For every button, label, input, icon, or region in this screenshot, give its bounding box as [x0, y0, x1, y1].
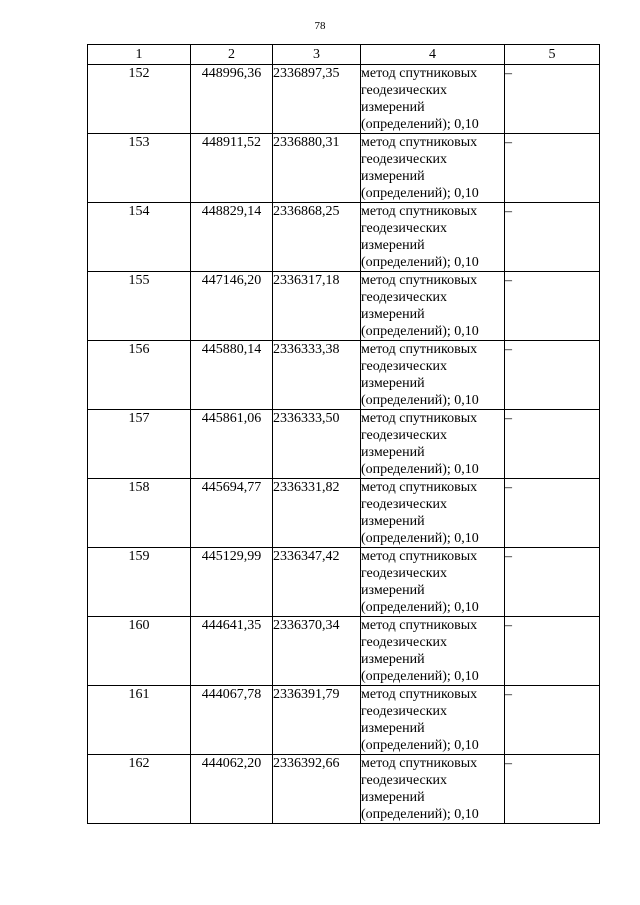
- method-line: измерений: [361, 790, 425, 805]
- table-row: [88, 755, 600, 824]
- method-line: (определений); 0,10: [361, 393, 479, 408]
- method-line: измерений: [361, 238, 425, 253]
- point-number-cell: 162: [88, 755, 191, 824]
- table-row: [88, 686, 600, 755]
- method-line: геодезических: [361, 221, 448, 236]
- method-line: геодезических: [361, 428, 448, 443]
- method-cell: [361, 686, 505, 755]
- table-row: [88, 341, 600, 410]
- y-coordinate-cell: 2336391,79: [273, 686, 361, 755]
- method-line: геодезических: [361, 497, 448, 512]
- method-line: (определений); 0,10: [361, 531, 479, 546]
- method-line: метод спутниковых: [361, 480, 478, 495]
- method-line: метод спутниковых: [361, 66, 478, 81]
- table-row: [88, 134, 600, 203]
- point-number-cell: 159: [88, 548, 191, 617]
- table-row: [88, 479, 600, 548]
- point-number-cell: 154: [88, 203, 191, 272]
- table-row: [88, 617, 600, 686]
- method-line: (определений); 0,10: [361, 255, 479, 270]
- point-number-cell: 153: [88, 134, 191, 203]
- y-coordinate-cell: 2336347,42: [273, 548, 361, 617]
- method-line: (определений); 0,10: [361, 738, 479, 753]
- method-line: измерений: [361, 514, 425, 529]
- table-body: [88, 65, 600, 824]
- method-line: метод спутниковых: [361, 411, 478, 426]
- note-cell: –: [505, 548, 600, 617]
- note-cell: –: [505, 65, 600, 134]
- x-coordinate-cell: 445861,06: [191, 410, 273, 479]
- method-cell: [361, 65, 505, 134]
- point-number-cell: 160: [88, 617, 191, 686]
- method-line: метод спутниковых: [361, 273, 478, 288]
- method-line: измерений: [361, 445, 425, 460]
- method-line: измерений: [361, 169, 425, 184]
- method-line: метод спутниковых: [361, 618, 478, 633]
- method-cell: [361, 617, 505, 686]
- x-coordinate-cell: 444062,20: [191, 755, 273, 824]
- method-cell: [361, 479, 505, 548]
- method-cell: [361, 548, 505, 617]
- table-row: [88, 203, 600, 272]
- y-coordinate-cell: 2336333,50: [273, 410, 361, 479]
- note-cell: –: [505, 479, 600, 548]
- method-line: измерений: [361, 652, 425, 667]
- method-cell: [361, 272, 505, 341]
- column-header-5: 5: [505, 45, 600, 65]
- method-line: геодезических: [361, 152, 448, 167]
- x-coordinate-cell: 448911,52: [191, 134, 273, 203]
- method-line: (определений); 0,10: [361, 324, 479, 339]
- method-line: (определений); 0,10: [361, 117, 479, 132]
- y-coordinate-cell: 2336333,38: [273, 341, 361, 410]
- table-row: [88, 272, 600, 341]
- method-line: (определений); 0,10: [361, 807, 479, 822]
- x-coordinate-cell: 445129,99: [191, 548, 273, 617]
- x-coordinate-cell: 444067,78: [191, 686, 273, 755]
- note-cell: –: [505, 755, 600, 824]
- method-cell: [361, 134, 505, 203]
- method-line: геодезических: [361, 359, 448, 374]
- table-row: [88, 65, 600, 134]
- method-line: измерений: [361, 583, 425, 598]
- method-line: измерений: [361, 307, 425, 322]
- page-number: 78: [314, 20, 326, 32]
- method-line: (определений); 0,10: [361, 186, 479, 201]
- note-cell: –: [505, 272, 600, 341]
- method-line: геодезических: [361, 83, 448, 98]
- table-row: [88, 548, 600, 617]
- note-cell: –: [505, 203, 600, 272]
- column-header-3: 3: [273, 45, 361, 65]
- method-line: (определений); 0,10: [361, 669, 479, 684]
- table-header-row: [88, 45, 600, 65]
- method-cell: [361, 410, 505, 479]
- note-cell: –: [505, 134, 600, 203]
- method-line: (определений); 0,10: [361, 600, 479, 615]
- x-coordinate-cell: 444641,35: [191, 617, 273, 686]
- method-line: метод спутниковых: [361, 756, 478, 771]
- column-header-4: 4: [361, 45, 505, 65]
- x-coordinate-cell: 448829,14: [191, 203, 273, 272]
- table-row: [88, 410, 600, 479]
- y-coordinate-cell: 2336331,82: [273, 479, 361, 548]
- method-line: геодезических: [361, 635, 448, 650]
- method-line: измерений: [361, 721, 425, 736]
- column-header-1: 1: [88, 45, 191, 65]
- method-line: метод спутниковых: [361, 135, 478, 150]
- method-line: геодезических: [361, 773, 448, 788]
- note-cell: –: [505, 617, 600, 686]
- point-number-cell: 155: [88, 272, 191, 341]
- point-number-cell: 161: [88, 686, 191, 755]
- method-line: геодезических: [361, 704, 448, 719]
- y-coordinate-cell: 2336868,25: [273, 203, 361, 272]
- y-coordinate-cell: 2336317,18: [273, 272, 361, 341]
- point-number-cell: 156: [88, 341, 191, 410]
- method-line: измерений: [361, 100, 425, 115]
- method-line: измерений: [361, 376, 425, 391]
- note-cell: –: [505, 341, 600, 410]
- method-cell: [361, 203, 505, 272]
- point-number-cell: 157: [88, 410, 191, 479]
- method-line: геодезических: [361, 566, 448, 581]
- method-line: геодезических: [361, 290, 448, 305]
- method-line: (определений); 0,10: [361, 462, 479, 477]
- note-cell: –: [505, 686, 600, 755]
- y-coordinate-cell: 2336370,34: [273, 617, 361, 686]
- method-line: метод спутниковых: [361, 342, 478, 357]
- method-line: метод спутниковых: [361, 687, 478, 702]
- x-coordinate-cell: 445694,77: [191, 479, 273, 548]
- y-coordinate-cell: 2336880,31: [273, 134, 361, 203]
- point-number-cell: 152: [88, 65, 191, 134]
- method-cell: [361, 341, 505, 410]
- coordinates-table: [87, 44, 600, 824]
- x-coordinate-cell: 448996,36: [191, 65, 273, 134]
- method-cell: [361, 755, 505, 824]
- column-header-2: 2: [191, 45, 273, 65]
- y-coordinate-cell: 2336392,66: [273, 755, 361, 824]
- point-number-cell: 158: [88, 479, 191, 548]
- x-coordinate-cell: 447146,20: [191, 272, 273, 341]
- x-coordinate-cell: 445880,14: [191, 341, 273, 410]
- y-coordinate-cell: 2336897,35: [273, 65, 361, 134]
- method-line: метод спутниковых: [361, 549, 478, 564]
- method-line: метод спутниковых: [361, 204, 478, 219]
- note-cell: –: [505, 410, 600, 479]
